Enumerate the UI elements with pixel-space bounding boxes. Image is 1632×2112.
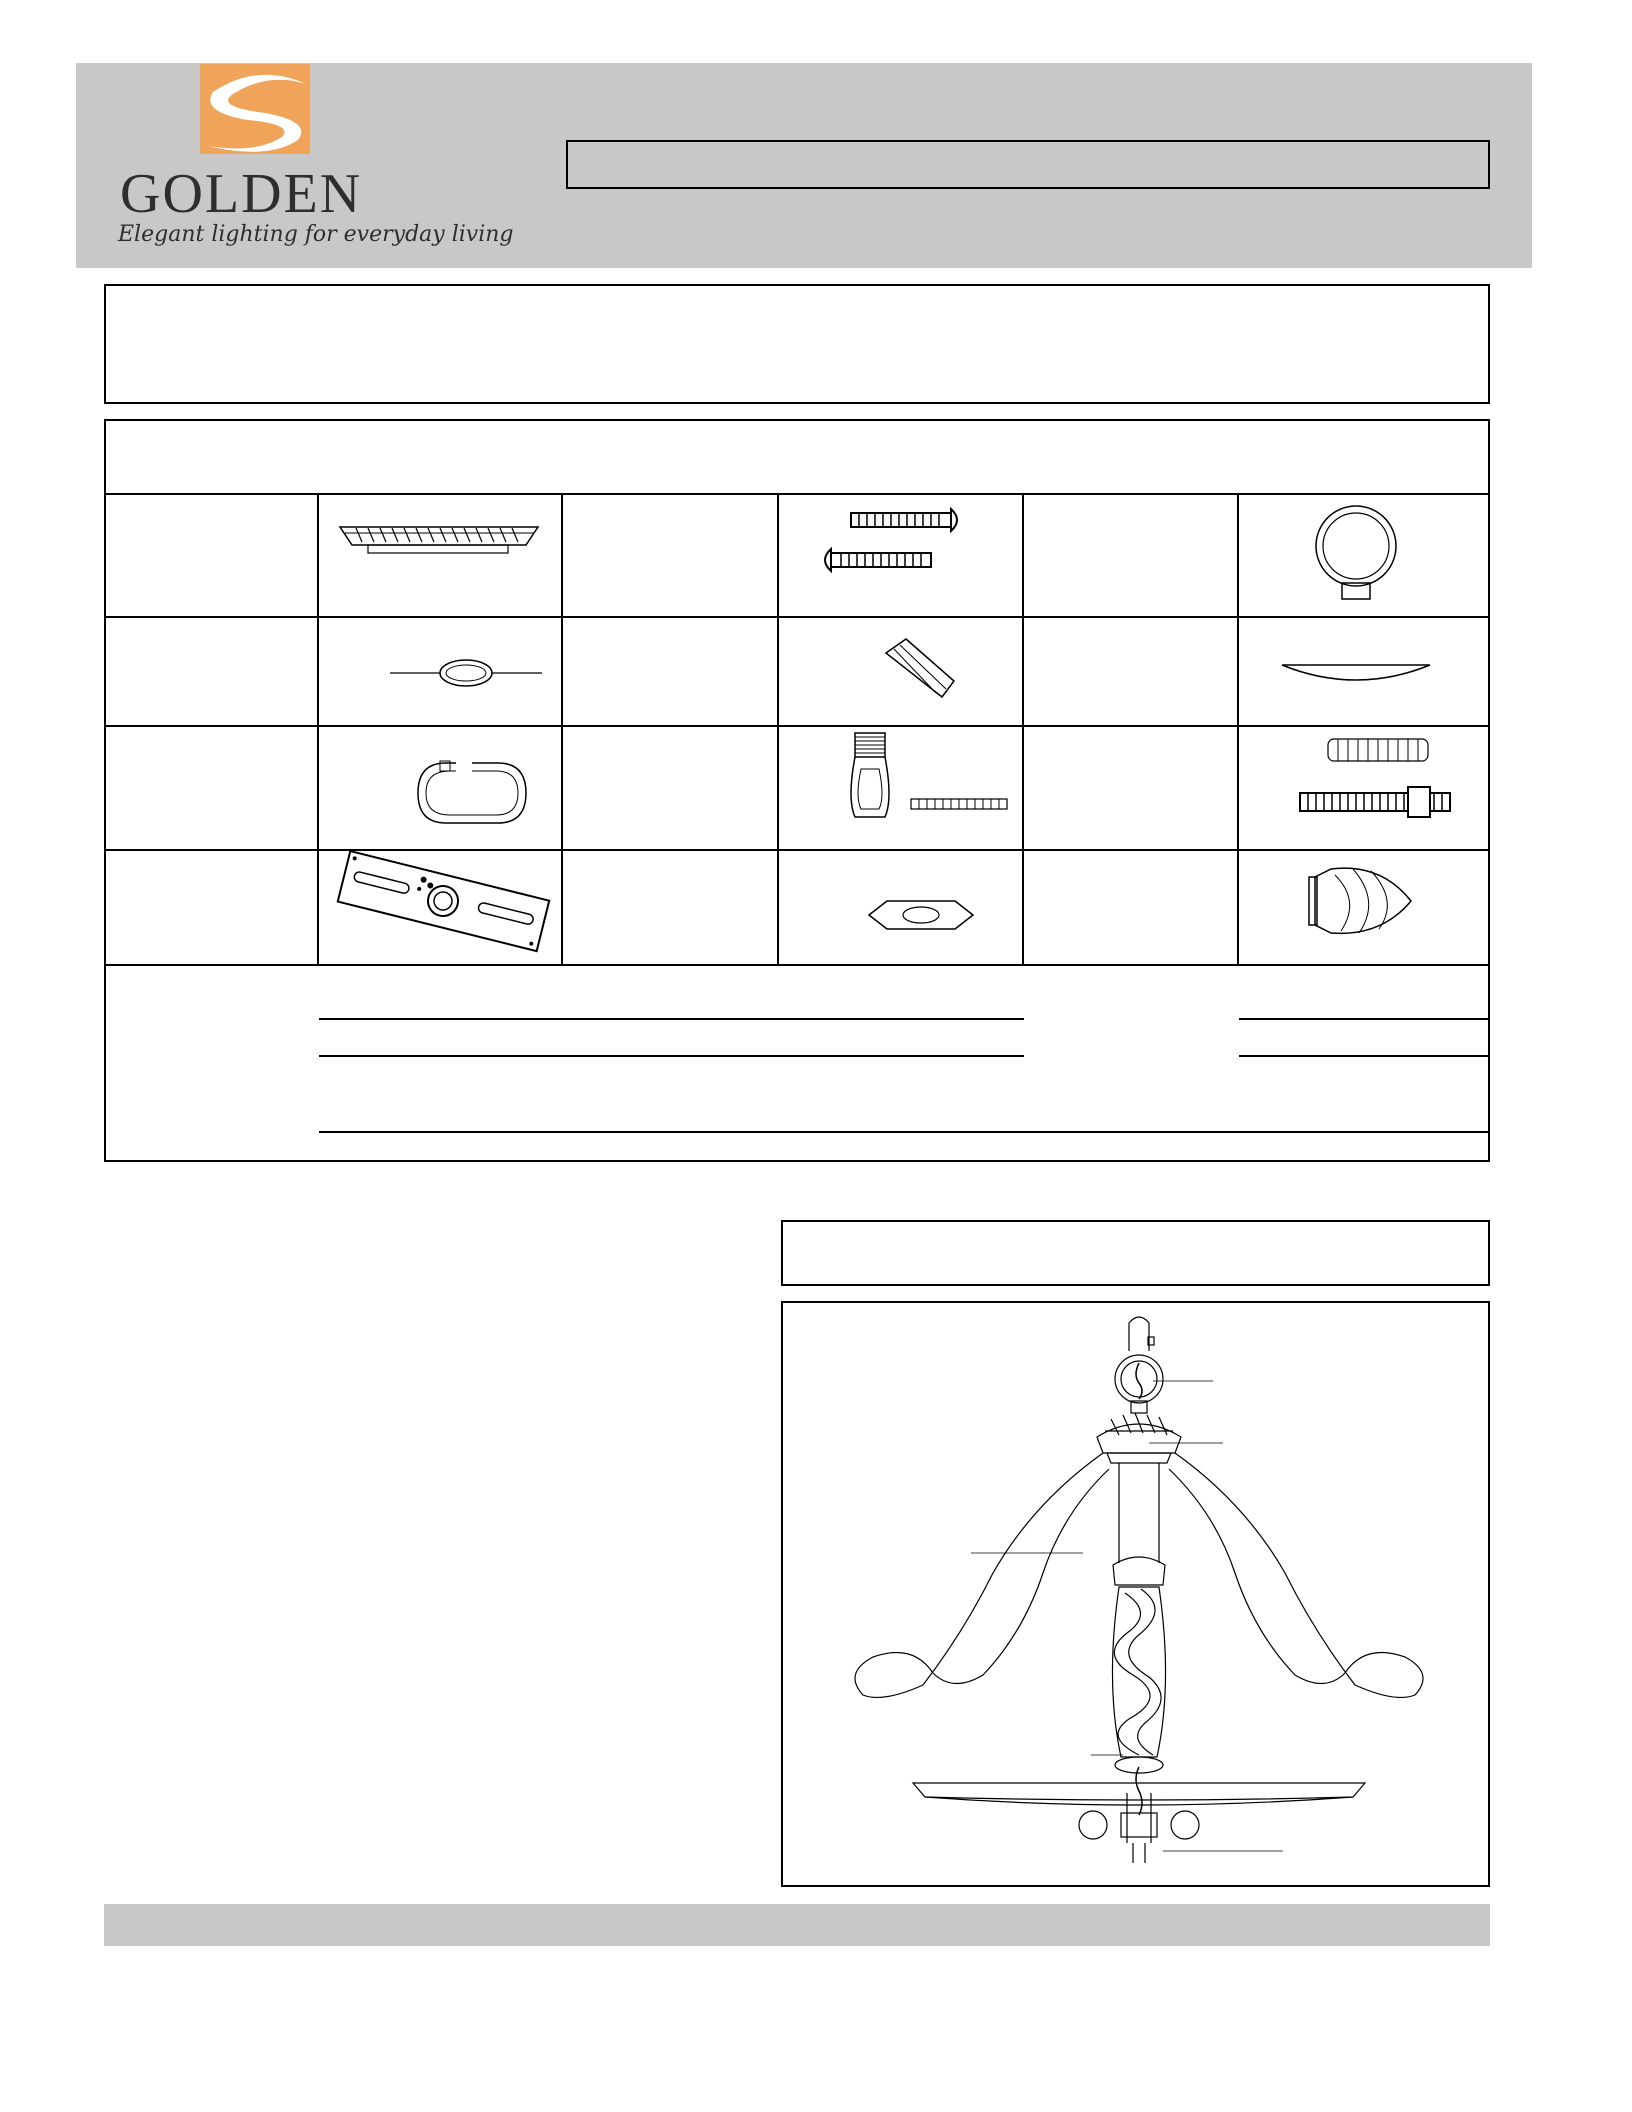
chain-link-icon: [386, 643, 546, 703]
fill-in-line: [319, 1055, 1024, 1057]
fill-in-line: [1239, 1055, 1488, 1057]
mounting-screws-icon: [811, 501, 971, 601]
golden-s-swirl-icon: [108, 62, 388, 162]
s-hook-icon: [406, 741, 536, 836]
table-divider: [106, 964, 1488, 966]
parts-table-header: [106, 421, 1488, 493]
table-divider: [317, 493, 319, 964]
table-divider: [106, 849, 1488, 851]
table-divider: [777, 493, 779, 964]
product-title-box: [566, 140, 1490, 189]
fill-in-line: [1239, 1018, 1488, 1020]
table-divider: [106, 616, 1488, 618]
diagram-header-box: [781, 1220, 1490, 1286]
table-divider: [106, 725, 1488, 727]
table-divider: [561, 493, 563, 964]
socket-and-nut-icon: [841, 729, 1016, 839]
wire-nut-icon: [876, 631, 976, 711]
crossbar-icon: [331, 839, 556, 964]
nipple-and-threaded-rod-icon: [1296, 733, 1456, 843]
golden-logo: [108, 62, 514, 262]
logo-wordmark: GOLDEN: [120, 163, 363, 225]
glass-bowl-icon: [1276, 643, 1436, 703]
fill-in-line: [319, 1018, 1024, 1020]
table-divider: [1237, 493, 1239, 964]
table-divider: [106, 493, 1488, 495]
finial-icon: [1301, 861, 1421, 941]
logo-tagline: Elegant lighting for everyday living: [118, 222, 514, 247]
diagram-box: [781, 1301, 1490, 1887]
table-divider: [1022, 493, 1024, 964]
canopy-icon: [326, 511, 551, 581]
parts-table: [104, 419, 1490, 1162]
hex-nut-icon: [861, 885, 981, 945]
fill-in-line: [319, 1131, 1488, 1133]
loop-icon: [1296, 501, 1416, 611]
footer-band: [104, 1904, 1490, 1946]
pendant-fixture-diagram: [783, 1303, 1488, 1885]
notice-box: [104, 284, 1490, 404]
